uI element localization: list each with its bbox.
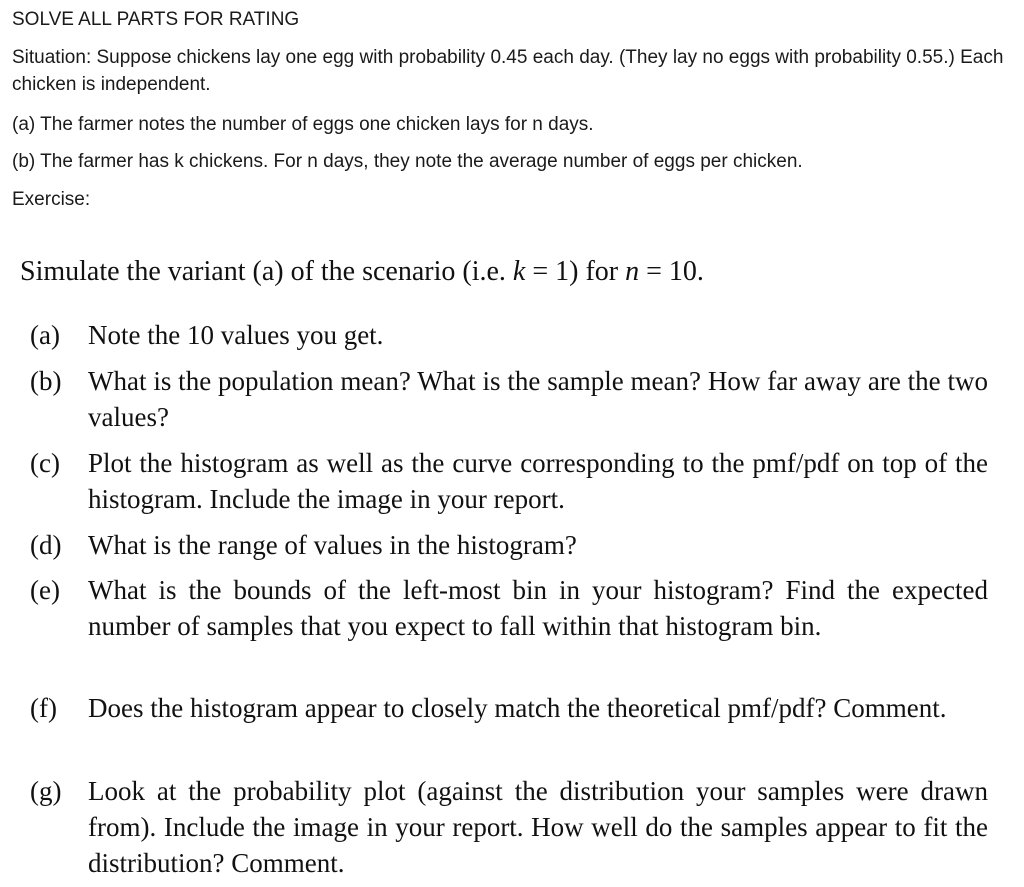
lead-text-3: = 10. <box>639 256 704 287</box>
item-text: Note the 10 values you get. <box>88 320 384 350</box>
situation-text: Situation: Suppose chickens lay one egg with probability 0.45 each day. (They lay no eggs with probability 0.55.) Each chicken is independent. <box>12 47 1004 95</box>
item-text: Does the histogram appear to closely match the theoretical pmf/pdf? Comment. <box>88 693 947 723</box>
item-text: What is the bounds of the left-most bin in your histogram? Find the expected number of samples that you expect to fall within that histogram bin. <box>88 575 988 641</box>
item-label: (f) <box>30 693 57 723</box>
page-title: SOLVE ALL PARTS FOR RATING <box>12 9 300 30</box>
lead-text-1: Simulate the variant (a) of the scenario (i.e. <box>20 256 513 287</box>
item-label: (a) <box>30 320 60 350</box>
situation-part-b: (b) The farmer has k chickens. For n days, they note the average number of eggs per chicken. <box>12 151 803 172</box>
item-label: (b) <box>30 366 62 396</box>
exercise-lead <box>20 256 704 288</box>
item-label: (c) <box>30 448 60 478</box>
lead-var-n: n <box>625 256 640 287</box>
lead-var-k: k <box>512 256 526 287</box>
item-label: (g) <box>30 776 62 806</box>
lead-text-2: = 1) for <box>525 256 626 287</box>
item-text: What is the range of values in the histogram? <box>88 530 577 560</box>
item-text: Look at the probability plot (against the distribution your samples were drawn from). Include the image in your report. How well do the samples appear to fit the distribution? Comment. <box>88 776 988 878</box>
item-text: What is the population mean? What is the sample mean? How far away are the two values? <box>88 366 988 432</box>
item-text: Plot the histogram as well as the curve corresponding to the pmf/pdf on top of the histogram. Include the image in your report. <box>88 448 988 514</box>
situation-part-a: (a) The farmer notes the number of eggs one chicken lays for n days. <box>12 114 594 135</box>
exercise-label: Exercise: <box>12 189 91 210</box>
item-label: (d) <box>30 530 62 560</box>
item-label: (e) <box>30 575 60 605</box>
